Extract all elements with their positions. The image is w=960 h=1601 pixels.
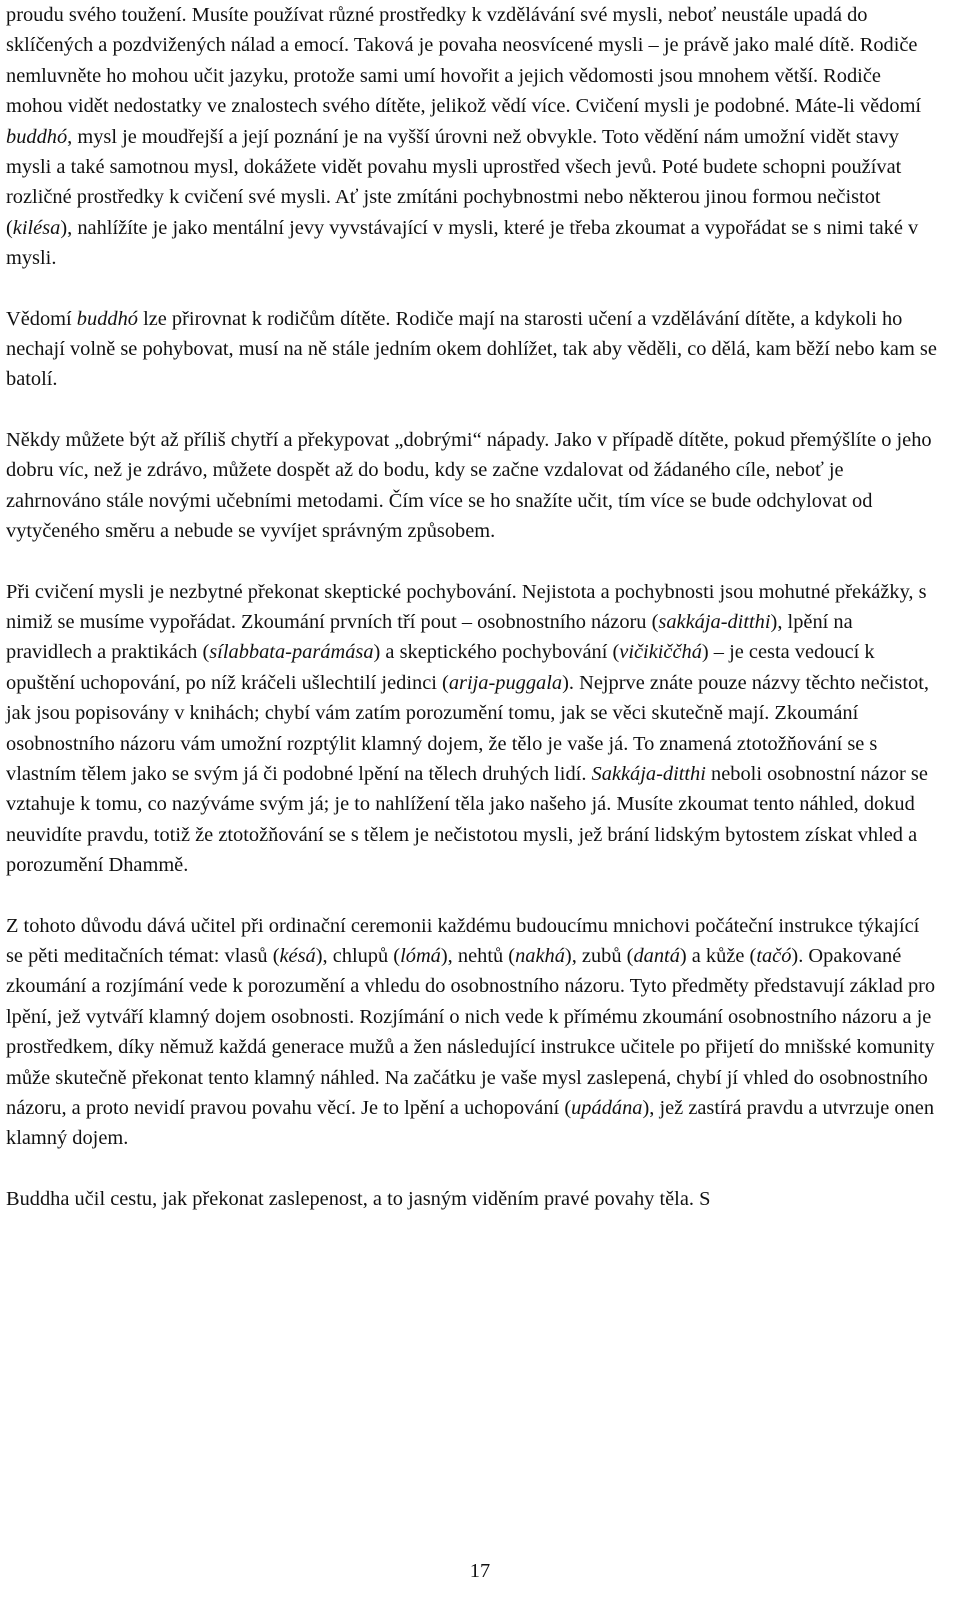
italic-term: nakhá [515,944,565,967]
document-page [6,0,941,1214]
italic-term: vičikiččhá [619,641,702,664]
italic-term: kilésa [12,216,61,239]
italic-term: sakkája-ditthi [658,610,771,633]
paragraph: Někdy můžete být až příliš chytří a překypovat „dobrými“ nápady. Jako v případě dítěte, pokud přemýšlíte o jeho dobru víc, než je zdrávo, můžete dospět až do bodu, kdy se začne vzdalovat od žádaného cíle, neboť je zahrnováno stále novými učebními metodami. Čím více se ho snažíte učit, tím více se bude odchylovat od vytyčeného směru a nebude se vyvíjet správným způsobem. [6,428,932,543]
paragraph: Buddha učil cestu, jak překonat zaslepenost, a to jasným viděním pravé povahy těla. S [6,1187,711,1210]
italic-term: Sakkája-ditthi [591,762,706,785]
document-body [6,0,941,1214]
italic-term: tačó [756,944,792,967]
page-number: 17 [469,1560,491,1582]
italic-term: buddhó [6,125,68,148]
italic-term: buddhó [76,307,138,330]
paragraph: Z tohoto důvodu dává učitel při ordinační ceremonii každému budoucímu mnichovi počáteční instrukce týkající se pěti meditačních témat: vlasů (késá), chlupů (lómá), nehtů (nakhá), zubů (dantá) a kůže (tačó). Opakované zkoumání a rozjímání vede k porozumění a vhledu do osobnostního názoru. Tyto předměty představují základ pro lpění, jež vytváří klamný dojem osobnosti. Rozjímání o nich vede k přímému zkoumání osobnostního názoru a je prostředkem, díky němuž každá generace mužů a žen následující instrukce učitele po přijetí do mnišské komunity může skutečně překonat tento klamný náhled. Na začátku je vaše mysl zaslepená, chybí jí vhled do osobnostního názoru, a proto nevidí pravou povahu věcí. Je to lpění a uchopování (upádána), jež zastírá pravdu a utvrzuje onen klamný dojem. [6,914,936,1150]
italic-term: lómá [400,944,441,967]
paragraph: Vědomí buddhó lze přirovnat k rodičům dítěte. Rodiče mají na starosti učení a vzdělávání dítěte, a kdykoli ho nechají volně se pohybovat, musí na ně stále jedním okem dohlížet, tak aby věděli, co dělá, kam běží nebo kam se batolí. [6,307,937,391]
italic-term: dantá [633,944,680,967]
italic-term: upádána [571,1097,643,1119]
paragraph: Při cvičení mysli je nezbytné překonat skeptické pochybování. Nejistota a pochybnosti jsou mohutné překážky, s nimiž se musíme vypořádat. Zkoumání prvních tří pout – osobnostního názoru (sakkája-ditthi), lpění na pravidlech a praktikách (sílabbata-parámása) a skeptického pochybování (vičikiččhá) – je cesta vedoucí k opuštění uchopování, po níž kráčeli ušlechtilí jedinci (arija-puggala). Nejprve znáte pouze názvy těchto nečistot, jak jsou popisovány v knihách; chybí vám zatím porozumění tomu, jak se věci skutečně mají. Zkoumání osobnostního názoru vám umožní rozptýlit klamný dojem, že tělo je vaše já. To znamená ztotožňování se s vlastním tělem jako se svým já či podobné lpění na tělech druhých lidí. Sakkája-ditthi neboli osobnostní názor se vztahuje k tomu, co nazýváme svým já; je to nahlížení těla jako našeho já. Musíte zkoumat tento náhled, dokud neuvidíte pravdu, totiž že ztotožňování se s tělem je nečistotou mysli, jež brání lidským bytostem získat vhled a porozumění Dhammě. [6,580,929,877]
italic-term: késá [279,944,316,967]
italic-term: arija-puggala [448,671,563,694]
italic-term: sílabbata-parámása [209,641,374,664]
paragraph: proudu svého toužení. Musíte používat různé prostředky k vzdělávání své mysli, neboť neustále upadá do sklíčených a pozdvižených nálad a emocí. Taková je povaha neosvícené mysli – je právě jako malé dítě. Rodiče nemluvněte ho mohou učit jazyku, protože sami umí hovořit a jejich vědomosti jsou mnohem větší. Rodiče mohou vidět nedostatky ve znalostech svého dítěte, jelikož vědí více. Cvičení mysli je podobné. Máte-li vědomí buddhó, mysl je moudřejší a její poznání je na vyšší úrovni než obvykle. Toto vědění nám umožní vidět stavy mysli a také samotnou mysl, dokážete vidět povahu mysli uprostřed všech jevů. Poté budete schopni používat rozličné prostředky k cvičení své mysli. Ať jste zmítáni pochybnostmi nebo některou jinou formou nečistot (kilésa), nahlížíte je jako mentální jevy vyvstávající v mysli, které je třeba zkoumat a vypořádat se s nimi také v mysli. [6,4,922,270]
